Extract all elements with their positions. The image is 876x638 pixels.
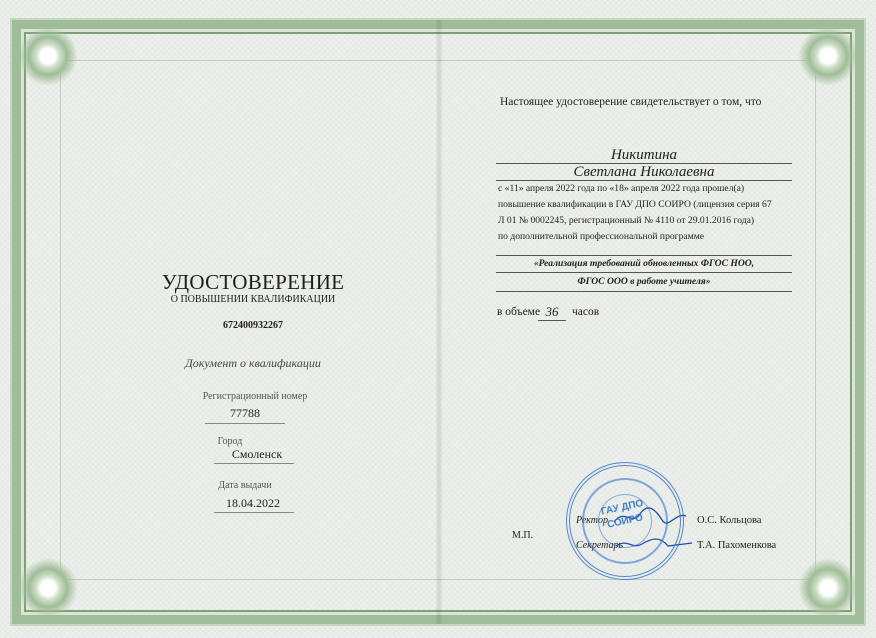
underline: [496, 291, 792, 292]
body-line: по дополнительной профессиональной программе: [498, 231, 705, 242]
stamp-text: СОИРО: [606, 512, 644, 531]
body-line: повышение квалификации в ГАУ ДПО СОИРО (лицензия серия 67: [498, 199, 772, 210]
underline: [496, 255, 792, 256]
recipient-name: Светлана Николаевна: [573, 164, 715, 180]
rector-name: О.С. Кольцова: [697, 515, 762, 526]
volume-hours: 36: [545, 304, 559, 319]
corner-ornament: [18, 26, 78, 86]
secretary-label: Секретарь: [576, 540, 624, 551]
intro-text: Настоящее удостоверение свидетельствует о том, что: [500, 96, 762, 108]
seal-place-label: М.П.: [512, 530, 534, 541]
center-fold: [436, 20, 442, 624]
body-line: Л 01 № 0002245, регистрационный № 4110 от 29.01.2016 года): [498, 215, 755, 226]
volume-suffix: часов: [572, 306, 600, 318]
corner-ornament: [798, 558, 858, 618]
body-line: с «11» апреля 2022 года по «18» апреля 2022 года прошел(а): [498, 183, 745, 194]
stamp-text: ГАУ ДПО: [600, 497, 645, 518]
rector-label: Ректор: [576, 515, 608, 526]
blank-number: 672400932267: [223, 320, 283, 331]
registration-number: 77788: [230, 406, 260, 420]
underline: [538, 320, 566, 321]
document-type: Документ о квалификации: [185, 356, 321, 370]
registration-number-label: Регистрационный номер: [202, 391, 308, 402]
corner-ornament: [18, 558, 78, 618]
secretary-name: Т.А. Пахоменкова: [697, 540, 777, 551]
underline: [496, 180, 792, 181]
city: Смоленск: [231, 447, 283, 461]
volume-prefix: в объеме: [497, 306, 541, 318]
city-label: Город: [217, 436, 243, 447]
underline: [205, 423, 285, 424]
underline: [214, 463, 294, 464]
certificate-title: УДОСТОВЕРЕНИЕ: [161, 270, 345, 294]
program-title-line2: ФГОС ООО в работе учителя»: [577, 276, 711, 287]
corner-ornament: [798, 26, 858, 86]
issue-date-label: Дата выдачи: [218, 480, 272, 491]
recipient-surname: Никитина: [610, 147, 678, 163]
underline: [496, 272, 792, 273]
program-title-line1: «Реализация требований обновленных ФГОС НОО,: [533, 258, 755, 269]
certificate-subtitle: О ПОВЫШЕНИИ КВАЛИФИКАЦИИ: [170, 294, 336, 305]
underline: [214, 512, 294, 513]
issue-date: 18.04.2022: [226, 496, 280, 510]
